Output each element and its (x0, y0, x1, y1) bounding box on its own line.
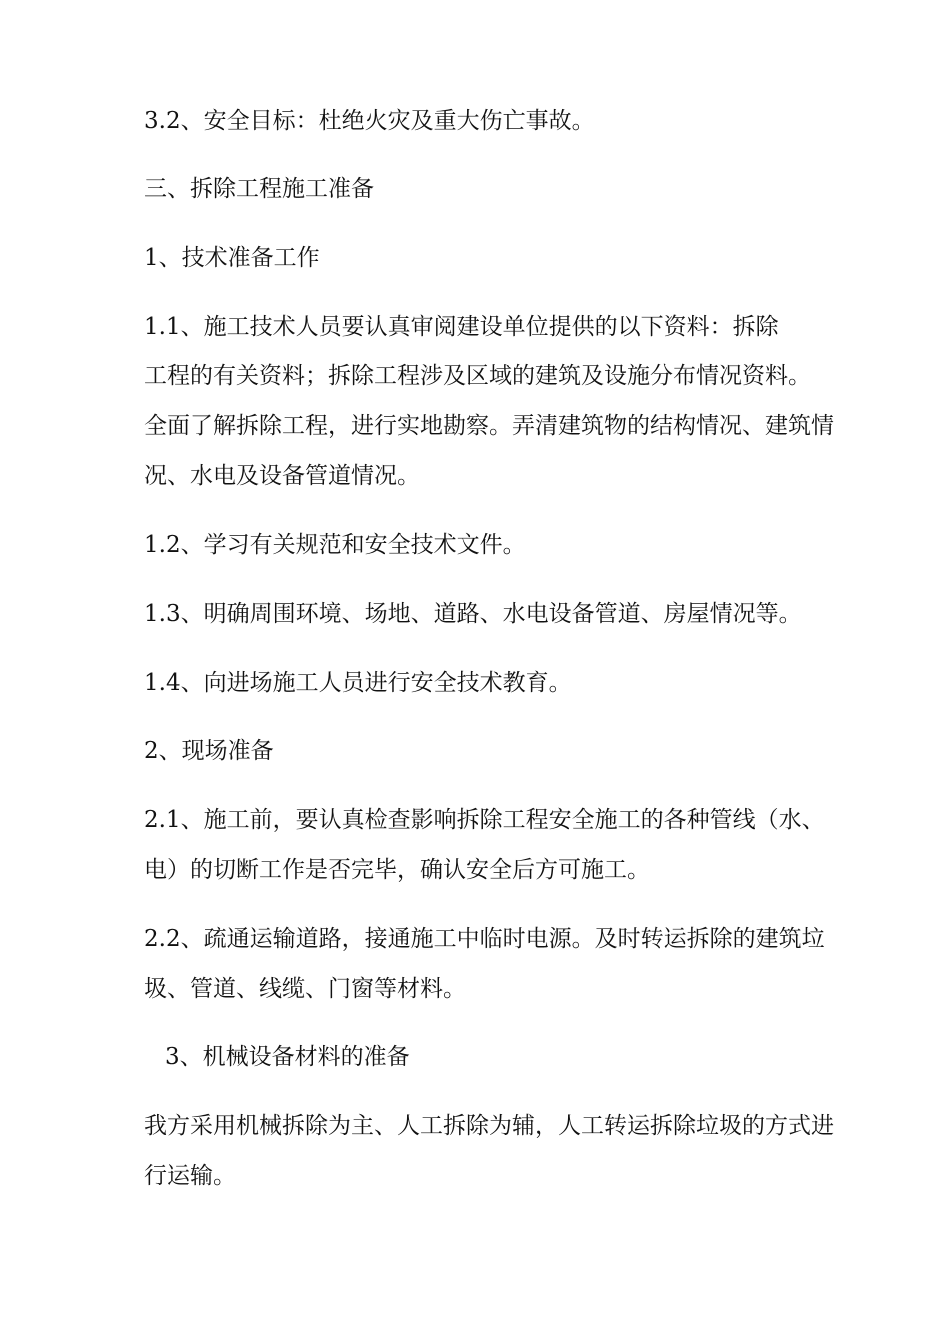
text-line: 电）的切断工作是否完毕，确认安全后方可施工。 (144, 857, 650, 883)
section-heading: 三、拆除工程施工准备 (144, 176, 374, 202)
subsection-heading: 3、机械设备材料的准备 (165, 1044, 410, 1070)
text-line: 2.1、施工前，要认真检查影响拆除工程安全施工的各种管线（水、 (144, 807, 825, 833)
subsection-heading: 2、现场准备 (144, 738, 274, 764)
text-line: 我方采用机械拆除为主、人工拆除为辅，人工转运拆除垃圾的方式进 (144, 1113, 834, 1139)
text-line: 2.2、疏通运输道路，接通施工中临时电源。及时转运拆除的建筑垃 (144, 926, 825, 952)
text-line: 况、水电及设备管道情况。 (144, 463, 420, 489)
text-line: 1.4、向进场施工人员进行安全技术教育。 (144, 670, 572, 696)
subsection-heading: 1、技术准备工作 (144, 245, 320, 271)
text-line: 3.2、安全目标：杜绝火灾及重大伤亡事故。 (144, 108, 595, 134)
text-line: 圾、管道、线缆、门窗等材料。 (144, 976, 466, 1002)
text-line: 全面了解拆除工程，进行实地勘察。弄清建筑物的结构情况、建筑情 (144, 413, 834, 439)
text-line: 1.3、明确周围环境、场地、道路、水电设备管道、房屋情况等。 (144, 601, 802, 627)
text-line: 1.2、学习有关规范和安全技术文件。 (144, 532, 526, 558)
text-line: 工程的有关资料；拆除工程涉及区域的建筑及设施分布情况资料。 (144, 363, 811, 389)
text-line: 1.1、施工技术人员要认真审阅建设单位提供的以下资料：拆除 (144, 314, 779, 340)
text-line: 行运输。 (144, 1163, 236, 1189)
